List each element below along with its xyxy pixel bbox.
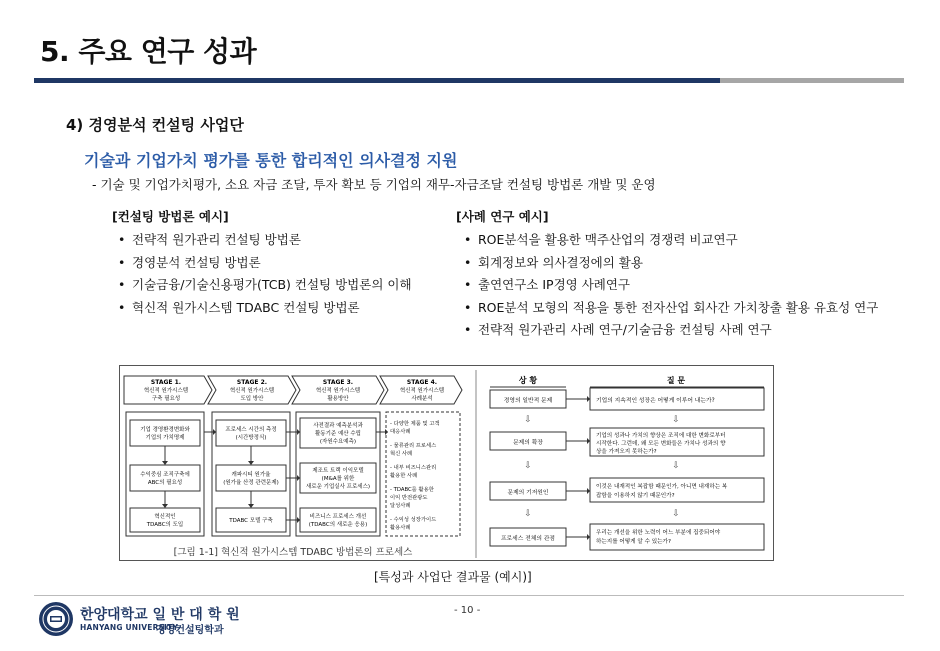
case-line: 대응사례 — [390, 429, 411, 435]
down-arrow-icon: ⇩ — [524, 509, 532, 519]
stage-chevron — [380, 376, 462, 404]
stage-label: 혁신적 원가시스템 — [315, 388, 361, 394]
case-line: - 내부 비즈니스관리 — [390, 465, 437, 471]
question-label: 상을 가져오지 못하는가? — [596, 449, 657, 455]
question-label: 이것은 내재적인 복잡함 때문인가, 아니면 내재하는 복 — [596, 484, 728, 490]
question-box — [590, 524, 764, 550]
down-arrow-icon: ⇩ — [524, 461, 532, 471]
stage-label: STAGE 3. — [322, 379, 354, 386]
methodology-list — [118, 229, 412, 319]
figure-diagram — [120, 366, 775, 562]
case-line: 활용한 사례 — [390, 473, 418, 479]
box-label: 활동기준 예산 수립 — [314, 431, 362, 437]
stage-label: 혁신적 원가시스템 — [143, 388, 189, 394]
list-item: • 기술금융/기술신용평가(TCB) 컨설팅 방법론의 이해 — [118, 274, 412, 297]
diagram-box — [130, 465, 200, 491]
situation-label: 문제의 확장 — [513, 440, 543, 446]
department-name: 경영컨설팅학과 — [156, 625, 224, 636]
down-arrow-icon: ⇩ — [524, 415, 532, 425]
box-label: 캐파시티 원가율 — [231, 472, 271, 478]
slide-title: 5. 주요 연구 성과 — [40, 35, 257, 68]
page-number: - 10 - — [454, 605, 481, 616]
box-label: (TDABC의 새로운 응용) — [308, 522, 368, 528]
stage-label: STAGE 2. — [236, 379, 268, 386]
list-item: • 혁신적 원가시스템 TDABC 컨설팅 방법론 — [118, 297, 412, 320]
case-line: - TDABC를 활용한 — [390, 487, 434, 493]
tdabc-diagram — [124, 376, 462, 558]
stage-label: 활용방안 — [327, 396, 349, 402]
university-name-en: HANYANG UNIVERSITY — [80, 623, 179, 632]
list-item: • 출연연구소 IP경영 사례연구 — [464, 274, 878, 297]
case-line: 활용사례 — [390, 525, 411, 531]
stage-label: 사례분석 — [411, 396, 433, 402]
box-label: 혁신적인 — [154, 514, 176, 520]
down-arrow-icon: ⇩ — [672, 509, 680, 519]
question-label: 우리는 개선을 위한 노력이 어느 부분에 집중되어야 — [596, 530, 721, 536]
stage-chevron — [124, 376, 212, 404]
list-item: • 전략적 원가관리 컨설팅 방법론 — [118, 229, 412, 252]
box-label: 기업의 가치명제 — [145, 435, 185, 441]
stage-label: STAGE 1. — [150, 379, 182, 386]
stage-chevron — [292, 376, 384, 404]
university-seal-icon — [38, 601, 74, 637]
university-name: 한양대학교 일 반 대 학 원 — [80, 607, 240, 623]
stage-label: 구축 필요성 — [151, 396, 181, 402]
title-rule-navy — [34, 78, 720, 83]
situation-label: 경영의 일반적 문제 — [503, 398, 553, 404]
figure-caption: [그림 1-1] 혁신적 원가시스템 TDABC 방법론의 프로세스 — [173, 547, 413, 558]
box-label: ABC의 필요성 — [147, 480, 183, 486]
diagram-box — [216, 420, 286, 446]
box-label: TDABC 모델 구축 — [229, 518, 273, 524]
diagram-box — [130, 420, 200, 446]
list-item: • 회계정보와 의사결정에의 활용 — [464, 252, 878, 275]
question-label: 하는지를 어떻게 알 수 있는가? — [596, 539, 671, 545]
section-heading: 4) 경영분석 컨설팅 사업단 — [66, 116, 244, 134]
diagram-box — [216, 465, 286, 491]
methodology-title: [컨설팅 방법론 예시] — [112, 209, 229, 224]
question-label: 잡함을 이용하지 않기 때문인가? — [596, 493, 675, 499]
stage-chevron — [208, 376, 296, 404]
box-label: TDABC의 도입 — [146, 522, 184, 528]
box-label: (시간방정식) — [235, 435, 267, 441]
case-study-title: [사례 연구 예시] — [456, 209, 549, 224]
list-item: • ROE분석 모형의 적용을 통한 전자산업 회사간 가치창출 활용 유효성 연구 — [464, 297, 878, 320]
box-label: 비즈니스 프로세스 개선 — [309, 514, 367, 520]
case-line: - 물류관리 프로세스 — [390, 443, 437, 449]
box-label: 기업 경영환경변화와 — [140, 427, 190, 433]
box-label: 새로운 기업실사 프로세스) — [305, 484, 371, 490]
flow-header-situation: 상 황 — [518, 376, 538, 385]
stage-label: STAGE 4. — [406, 379, 438, 386]
diagram-box — [300, 508, 376, 532]
section-subtitle: 기술과 기업가치 평가를 통한 합리적인 의사결정 지원 — [84, 151, 458, 170]
question-label: 기업의 성과나 가치의 향상은 조직에 대한 변화로부터 — [596, 433, 726, 439]
list-item: • ROE분석을 활용한 맥주산업의 경쟁력 비교연구 — [464, 229, 878, 252]
stage-label: 혁신적 원가시스템 — [229, 388, 275, 394]
question-flow — [490, 375, 764, 550]
box-label: (자원수요예측) — [319, 439, 357, 445]
question-label: 시작한다. 그런데, 왜 모든 변화들은 가치나 성과의 향 — [596, 441, 726, 447]
results-caption: [특성과 사업단 결과물 (예시)] — [374, 570, 532, 584]
box-label: 사전결과 예측분석과 — [313, 423, 363, 429]
results-figure — [119, 365, 774, 561]
list-item: • 경영분석 컨설팅 방법론 — [118, 252, 412, 275]
down-arrow-icon: ⇩ — [672, 461, 680, 471]
down-arrow-icon: ⇩ — [672, 415, 680, 425]
case-line: 이익 반전관광도 — [390, 495, 428, 501]
footer-rule — [34, 595, 904, 596]
case-study-list — [464, 229, 878, 342]
box-label: (M&A를 위한 — [321, 476, 355, 482]
situation-label: 문제의 기저원인 — [507, 490, 549, 496]
case-line: 달성사례 — [390, 503, 411, 509]
case-line: 혁신 사례 — [390, 451, 413, 457]
section-description: - 기술 및 기업가치평가, 소요 자금 조달, 투자 확보 등 기업의 재무-자금조달 컨설팅 방법론 개발 및 운영 — [92, 177, 656, 192]
title-rule-gray — [720, 78, 904, 83]
diagram-box — [130, 508, 200, 532]
case-line: - 수익성 성장가이드 — [390, 517, 437, 523]
stage-label: 도입 방안 — [240, 396, 264, 402]
list-item: • 전략적 원가관리 사례 연구/기술금융 컨설팅 사례 연구 — [464, 319, 878, 342]
box-label: 프로세스 시간의 측정 — [225, 427, 277, 433]
box-label: 제조트 트랙 이익모델 — [312, 468, 364, 474]
situation-label: 프로세스 전체의 관점 — [500, 536, 556, 542]
stage-label: 혁신적 원가시스템 — [399, 388, 445, 394]
case-line: - 다양한 제품 및 고객 — [390, 421, 440, 427]
box-label: 수익중심 조직구축에 — [140, 472, 190, 478]
question-label: 기업의 지속적인 성장은 어떻게 이루어 내는가? — [596, 398, 715, 404]
flow-header-question: 질 문 — [666, 376, 686, 385]
box-label: (원가율 산정 관련문제) — [223, 480, 279, 486]
